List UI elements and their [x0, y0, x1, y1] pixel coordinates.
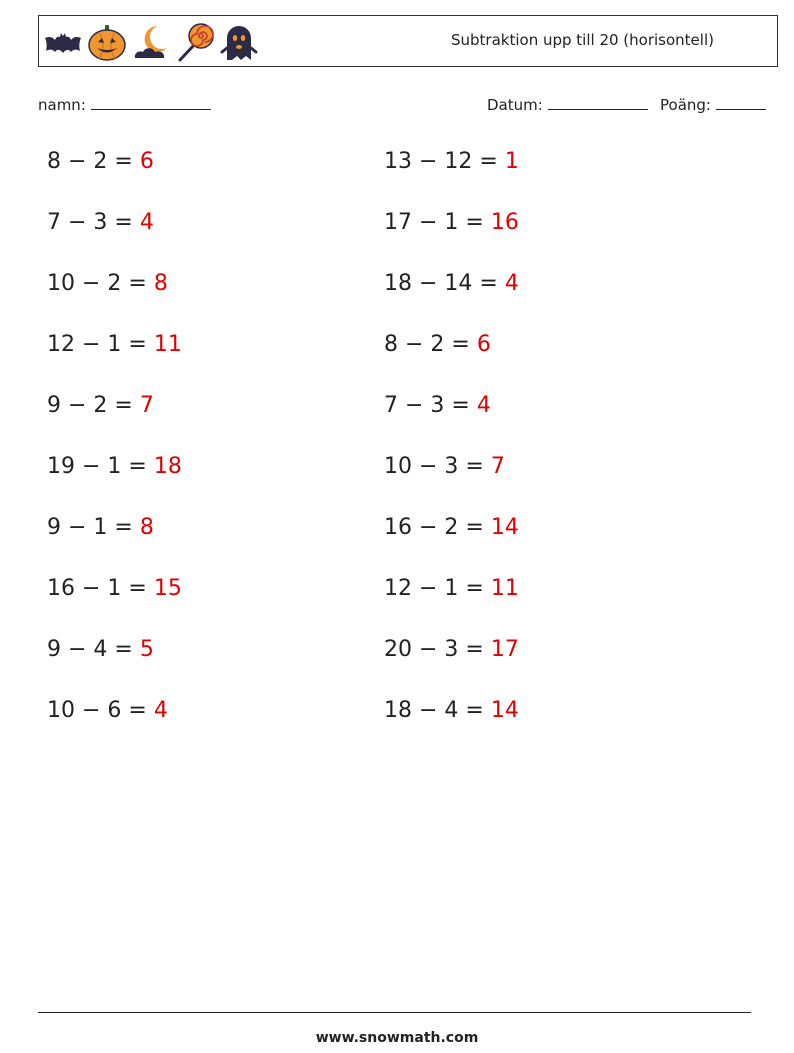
problem-left-1	[47, 149, 154, 174]
problem-left-3	[47, 271, 168, 296]
problem-answer: 14	[490, 698, 519, 723]
problem-expression: 16 − 1 =	[47, 576, 154, 601]
ghost-icon	[219, 20, 259, 64]
problem-right-10	[384, 698, 519, 723]
problem-expression: 19 − 1 =	[47, 454, 154, 479]
problem-left-4	[47, 332, 182, 357]
lollipop-icon	[175, 20, 215, 64]
moon-cloud-icon	[131, 20, 171, 64]
problem-expression: 20 − 3 =	[384, 637, 491, 662]
pumpkin-icon	[87, 20, 127, 64]
footer-divider	[38, 1012, 751, 1013]
name-line[interactable]	[91, 95, 211, 110]
problem-expression: 10 − 3 =	[384, 454, 491, 479]
score-line[interactable]	[716, 95, 766, 110]
problem-answer: 14	[490, 515, 519, 540]
problem-answer: 4	[504, 271, 519, 296]
problem-right-2	[384, 210, 519, 235]
problem-right-8	[384, 576, 519, 601]
problem-answer: 1	[504, 149, 519, 174]
problem-answer: 11	[153, 332, 182, 357]
problem-left-9	[47, 637, 154, 662]
problem-expression: 18 − 14 =	[384, 271, 505, 296]
problem-right-4	[384, 332, 491, 357]
problem-expression: 18 − 4 =	[384, 698, 491, 723]
problem-answer: 4	[139, 210, 154, 235]
date-label: Datum:	[487, 96, 543, 114]
problem-left-10	[47, 698, 168, 723]
problem-right-3	[384, 271, 519, 296]
problem-expression: 9 − 4 =	[47, 637, 140, 662]
problem-expression: 17 − 1 =	[384, 210, 491, 235]
problem-right-5	[384, 393, 491, 418]
problem-expression: 7 − 3 =	[384, 393, 477, 418]
problem-left-2	[47, 210, 154, 235]
problem-answer: 6	[476, 332, 491, 357]
problem-expression: 12 − 1 =	[47, 332, 154, 357]
problem-right-9	[384, 637, 519, 662]
worksheet-header	[38, 15, 778, 67]
date-line[interactable]	[548, 95, 648, 110]
footer-url[interactable]: www.snowmath.com	[315, 1030, 479, 1046]
problem-expression: 12 − 1 =	[384, 576, 491, 601]
problem-answer: 15	[153, 576, 182, 601]
bat-icon	[43, 20, 83, 64]
score-label: Poäng:	[660, 96, 711, 114]
problem-answer: 16	[490, 210, 519, 235]
problem-answer: 5	[139, 637, 154, 662]
problem-answer: 6	[139, 149, 154, 174]
problem-answer: 7	[139, 393, 154, 418]
problem-left-5	[47, 393, 154, 418]
worksheet-title: Subtraktion upp till 20 (horisontell)	[451, 31, 714, 49]
problem-expression: 7 − 3 =	[47, 210, 140, 235]
name-label: namn:	[38, 96, 86, 114]
problem-left-8	[47, 576, 182, 601]
problem-answer: 18	[153, 454, 182, 479]
problem-answer: 7	[490, 454, 505, 479]
score-field	[660, 95, 766, 114]
problem-answer: 11	[490, 576, 519, 601]
date-field	[487, 95, 648, 114]
header-icons	[43, 20, 263, 64]
problem-expression: 16 − 2 =	[384, 515, 491, 540]
problem-right-1	[384, 149, 519, 174]
problem-right-6	[384, 454, 505, 479]
problem-answer: 8	[153, 271, 168, 296]
problem-expression: 9 − 2 =	[47, 393, 140, 418]
problem-answer: 4	[476, 393, 491, 418]
problem-expression: 8 − 2 =	[384, 332, 477, 357]
problem-expression: 8 − 2 =	[47, 149, 140, 174]
problem-left-7	[47, 515, 154, 540]
problem-answer: 8	[139, 515, 154, 540]
problem-answer: 17	[490, 637, 519, 662]
problem-expression: 13 − 12 =	[384, 149, 505, 174]
problem-expression: 9 − 1 =	[47, 515, 140, 540]
name-field	[38, 95, 211, 114]
problem-right-7	[384, 515, 519, 540]
problem-left-6	[47, 454, 182, 479]
problem-expression: 10 − 2 =	[47, 271, 154, 296]
problem-answer: 4	[153, 698, 168, 723]
problem-expression: 10 − 6 =	[47, 698, 154, 723]
